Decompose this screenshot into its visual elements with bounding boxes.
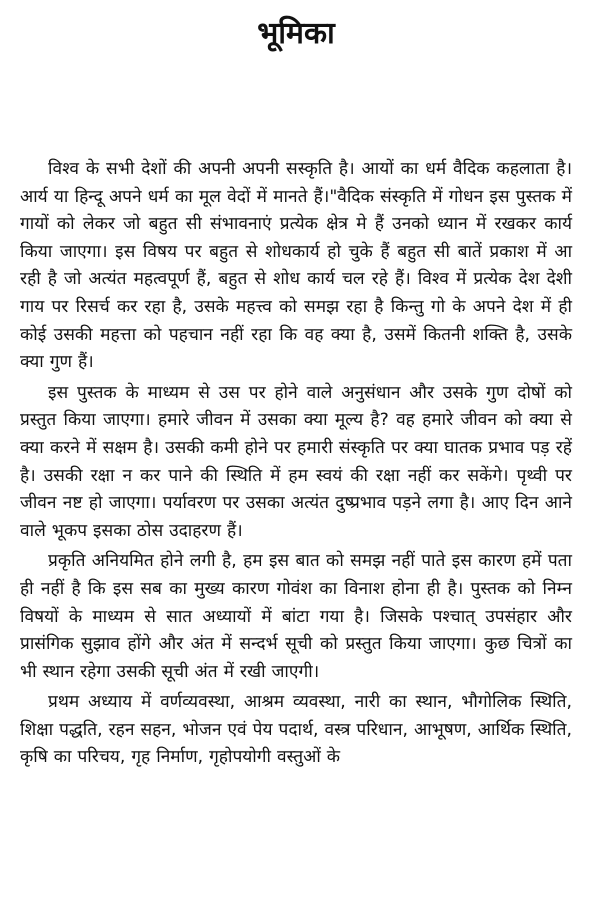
page-title: भूमिका	[257, 16, 335, 51]
paragraph-3: प्रकृति अनियमित होने लगी है, हम इस बात को समझ नहीं पाते इस कारण हमें पता ही नहीं है कि इस सब का मुख्य कारण गोवंश का विनाश होना ही है। पुस्तक को निम्न विषयों के माध्यम से सात अध्यायों में बांटा गया है। जिसके पश्चात् उपसंहार और प्रासंगिक सुझाव होंगे और अंत में सन्दर्भ सूची को प्रस्तुत किया जाएगा। कुछ चित्रों का भी स्थान रहेगा उसकी सूची अंत में रखी जाएगी।	[20, 551, 572, 682]
paragraph-2: इस पुस्तक के माध्यम से उस पर होने वाले अनुसंधान और उसके गुण दोषों को प्रस्तुत किया जाएगा। हमारे जीवन में उसका क्या मूल्य है? वह हमारे जीवन को क्या से क्या करने में सक्षम है। उसकी कमी होने पर हमारी संस्कृति पर क्या घातक प्रभाव पड़ रहें है। उसकी रक्षा न कर पाने की स्थिति में हम स्वयं की रक्षा नहीं कर सकेंगे। पृथ्वी पर जीवन नष्ट हो जाएगा। पर्यावरण पर उसका अत्यंत दुष्प्रभाव पड़ने लगा है। आए दिन आने वाले भूकप इसका ठोस उदाहरण हैं।	[20, 382, 572, 541]
document-body	[20, 156, 572, 772]
paragraph-1: विश्व के सभी देशों की अपनी अपनी सस्कृति है। आयों का धर्म वैदिक कहलाता है। आर्य या हिन्दू अपने धर्म का मूल वेदों में मानते हैं।"वैदिक संस्कृति में गोधन इस पुस्तक में गायों को लेकर जो बहुत सी संभावनाएं प्रत्येक क्षेत्र मे हैं उनको ध्यान में रखकर कार्य किया जाएगा। इस विषय पर बहुत से शोधकार्य हो चुके हैं बहुत सी बातें प्रकाश में आ रही है जो अत्यंत महत्वपूर्ण हैं, बहुत से शोध कार्य चल रहे हैं। विश्व में प्रत्येक देश देशी गाय पर रिसर्च कर रहा है, उसके महत्त्व को समझ रहा है किन्तु गो के अपने देश में ही कोई उसकी महत्ता को पहचान नहीं रहा कि वह क्या है, उसमें कितनी शक्ति है, उसके क्या गुण हैं।	[20, 159, 572, 373]
paragraph-4: प्रथम अध्याय में वर्णव्यवस्था, आश्रम व्यवस्था, नारी का स्थान, भौगोलिक स्थिति, शिक्षा पद्धति, रहन सहन, भोजन एवं पेय पदार्थ, वस्त्र परिधान, आभूषण, आर्थिक स्थिति, कृषि का परिचय, गृह निर्माण, गृहोपयोगी वस्तुओं के	[20, 692, 572, 768]
